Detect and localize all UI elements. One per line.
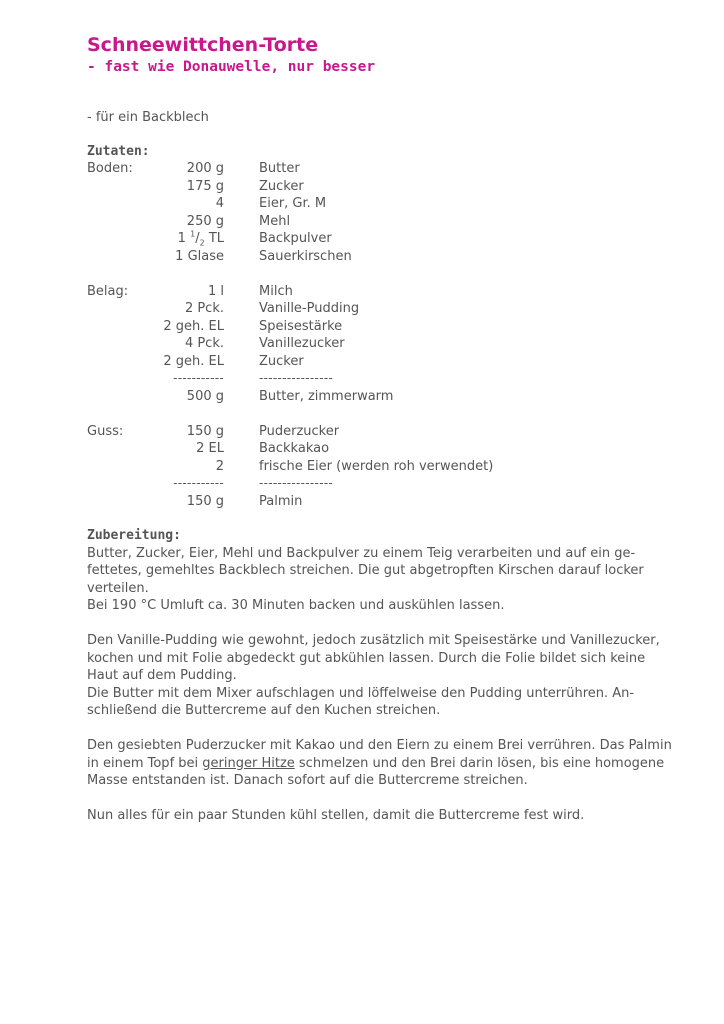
ingredient-name: Zucker: [259, 353, 304, 369]
paragraph-gap: [87, 790, 687, 808]
text-line: kochen und mit Folie abgedeckt gut abkühlen lassen. Durch die Folie bildet sich keine: [87, 650, 646, 666]
text-line: [87, 755, 687, 773]
fraction-numerator: 1: [190, 229, 196, 239]
ingredient-row: [87, 300, 687, 318]
ingredient-row: [87, 160, 687, 178]
ingredient-quantity: 2: [215, 458, 224, 474]
ingredient-name: frische Eier (werden roh verwendet): [259, 458, 494, 474]
ingredient-quantity: 1 Glase: [175, 248, 224, 264]
ingredient-row: [87, 440, 687, 458]
text-fragment: in einem Topf bei: [87, 755, 203, 771]
ingredient-quantity: 150 g: [186, 423, 224, 439]
ingredient-name: Backpulver: [259, 231, 332, 246]
ingredient-name: Backkakao: [259, 441, 330, 456]
group-label: Belag:: [87, 283, 129, 299]
ingredient-group-belag: [87, 283, 687, 406]
text-line: fettetes, gemehltes Backblech streichen. Die gut abgetropften Kirschen darauf locker: [87, 563, 644, 578]
text-line: Haut auf dem Pudding.: [87, 668, 237, 683]
ingredient-quantity: 4: [215, 196, 224, 211]
ingredient-name: Palmin: [259, 493, 303, 509]
ingredient-group-guss: [87, 423, 687, 511]
ingredient-name: Vanille-Pudding: [259, 301, 360, 316]
fraction-unit: TL: [208, 231, 224, 246]
ingredients-heading: Zutaten:: [87, 143, 150, 159]
ingredient-quantity: 150 g: [186, 493, 224, 509]
ingredient-name: Speisestärke: [259, 318, 343, 334]
ingredient-group-boden: [87, 160, 687, 265]
separator-row: [87, 370, 687, 388]
ingredient-name: Zucker: [259, 178, 304, 194]
ingredient-row: [87, 318, 687, 336]
ingredient-name: Puderzucker: [259, 423, 340, 439]
ingredient-name: Milch: [259, 283, 293, 299]
text-line: Butter, Zucker, Eier, Mehl und Backpulver zu einem Teig verarbeiten und auf ein ge-: [87, 545, 636, 561]
ingredient-row: [87, 178, 687, 196]
ingredient-quantity: 2 EL: [196, 441, 224, 456]
ingredient-row: [87, 283, 687, 301]
ingredient-row: [87, 230, 687, 248]
ingredient-name: Mehl: [259, 213, 291, 229]
separator-dashes: -----------: [173, 371, 224, 385]
text-line: Nun alles für ein paar Stunden kühl stellen, damit die Buttercreme fest wird.: [87, 808, 585, 823]
ingredient-row: [87, 493, 687, 511]
recipe-document: [87, 34, 687, 825]
ingredient-name: Vanillezucker: [259, 336, 345, 351]
recipe-subtitle: - fast wie Donauwelle, nur besser: [87, 59, 376, 75]
recipe-title: Schneewittchen-Torte: [87, 34, 319, 56]
text-line: Den gesiebten Puderzucker mit Kakao und den Eiern zu einem Brei verrühren. Das Palmin: [87, 738, 672, 753]
separator-dashes: ----------------: [259, 371, 334, 385]
preparation-text: [87, 545, 687, 825]
ingredient-quantity: 2 Pck.: [184, 301, 224, 316]
ingredient-quantity: 250 g: [186, 213, 224, 229]
separator-row: [87, 475, 687, 493]
fraction-denominator: 2: [199, 238, 205, 248]
text-line: Masse entstanden ist. Danach sofort auf die Buttercreme streichen.: [87, 773, 528, 788]
paragraph-gap: [87, 615, 687, 633]
ingredient-row: [87, 423, 687, 441]
group-label: Boden:: [87, 161, 133, 176]
ingredient-quantity: 4 Pck.: [184, 336, 224, 351]
text-line: Bei 190 °C Umluft ca. 30 Minuten backen und auskühlen lassen.: [87, 598, 505, 613]
ingredient-quantity-fraction: 1 $^1/_2$ TL: [177, 229, 224, 248]
fraction-whole: 1: [177, 231, 186, 246]
underlined-text: geringer Hitze: [202, 755, 295, 771]
ingredient-quantity: 1 l: [207, 283, 224, 299]
ingredient-row: [87, 353, 687, 371]
ingredient-quantity: 500 g: [186, 388, 224, 404]
separator-dashes: ----------------: [259, 476, 334, 490]
ingredient-quantity: 200 g: [186, 161, 224, 176]
yield-note: - für ein Backblech: [87, 110, 209, 125]
text-line: Den Vanille-Pudding wie gewohnt, jedoch zusätzlich mit Speisestärke und Vanillezucker,: [87, 633, 660, 648]
ingredient-row: [87, 213, 687, 231]
text-line: verteilen.: [87, 580, 149, 596]
group-label: Guss:: [87, 423, 124, 439]
ingredient-name: Sauerkirschen: [259, 248, 352, 264]
ingredient-name: Butter: [259, 161, 300, 176]
ingredient-row: [87, 388, 687, 406]
ingredient-row: [87, 248, 687, 266]
ingredient-quantity: 175 g: [186, 178, 224, 194]
ingredient-quantity: 2 geh. EL: [163, 318, 224, 334]
ingredient-row: [87, 335, 687, 353]
ingredient-row: [87, 458, 687, 476]
separator-dashes: -----------: [173, 476, 224, 490]
ingredient-name: Butter, zimmerwarm: [259, 388, 394, 404]
text-fragment: schmelzen und den Brei darin lösen, bis eine homogene: [294, 755, 665, 771]
ingredient-quantity: 2 geh. EL: [163, 353, 224, 369]
text-line: schließend die Buttercreme auf den Kuchen streichen.: [87, 703, 441, 718]
ingredient-name: Eier, Gr. M: [259, 196, 327, 211]
paragraph-gap: [87, 720, 687, 738]
text-line: Die Butter mit dem Mixer aufschlagen und löffelweise den Pudding unterrühren. An-: [87, 685, 635, 701]
ingredient-row: [87, 195, 687, 213]
preparation-heading: Zubereitung:: [87, 528, 181, 543]
